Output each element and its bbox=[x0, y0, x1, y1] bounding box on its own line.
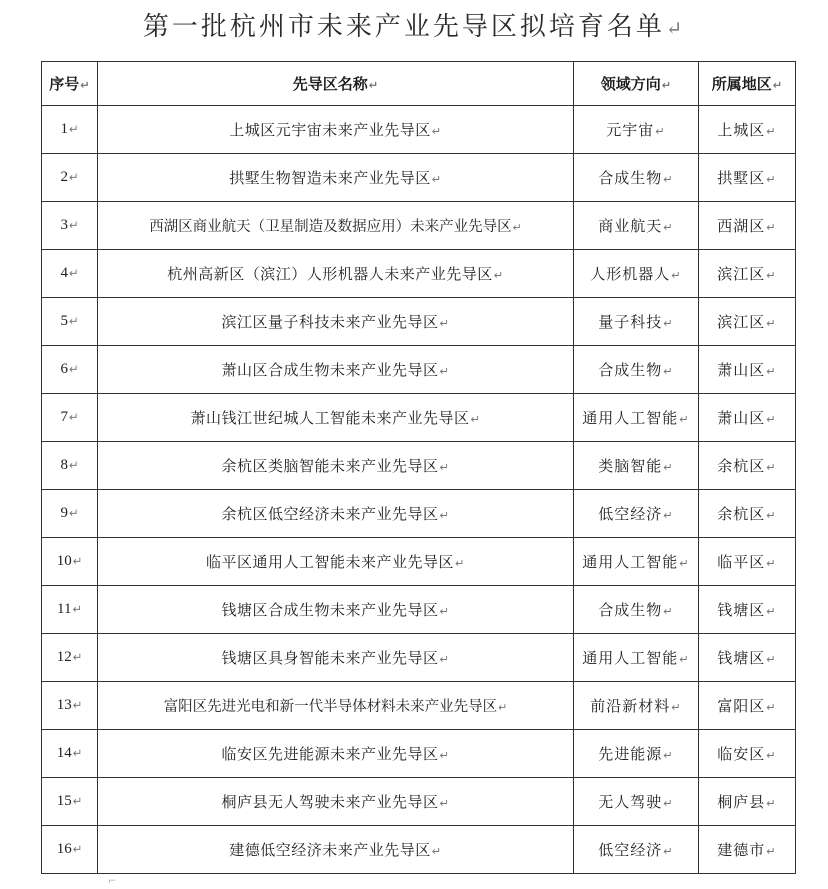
cell-name: 临安区先进能源未来产业先导区↵ bbox=[98, 730, 574, 778]
paragraph-mark-icon: ↵ bbox=[655, 125, 666, 138]
paragraph-mark-icon: ↵ bbox=[72, 604, 82, 616]
paragraph-mark-icon: ↵ bbox=[766, 605, 777, 618]
table-row bbox=[42, 634, 796, 682]
cell-no: 4↵ bbox=[42, 250, 98, 298]
cell-area: 滨江区↵ bbox=[699, 250, 796, 298]
paragraph-mark-icon: ↵ bbox=[766, 413, 777, 426]
paragraph-mark-icon: ↵ bbox=[679, 413, 690, 426]
paragraph-mark-icon: ↵ bbox=[663, 749, 674, 762]
table-header-row bbox=[42, 62, 796, 106]
paragraph-mark-icon: ↵ bbox=[671, 269, 682, 282]
cell-name: 上城区元宇宙未来产业先导区↵ bbox=[98, 106, 574, 154]
cell-field: 低空经济↵ bbox=[574, 826, 699, 874]
paragraph-mark-icon: ↵ bbox=[766, 125, 777, 138]
table-row bbox=[42, 730, 796, 778]
paragraph-mark-icon: ↵ bbox=[69, 508, 79, 520]
header-no: 序号↵ bbox=[42, 62, 98, 106]
cell-area: 萧山区↵ bbox=[699, 394, 796, 442]
paragraph-mark-icon: ↵ bbox=[766, 317, 777, 330]
cell-no: 11↵ bbox=[42, 586, 98, 634]
cell-no: 14↵ bbox=[42, 730, 98, 778]
paragraph-mark-icon: ↵ bbox=[72, 844, 83, 856]
cell-no: 9↵ bbox=[42, 490, 98, 538]
paragraph-mark-icon: ↵ bbox=[69, 220, 79, 232]
cell-no: 7↵ bbox=[42, 394, 98, 442]
table-row bbox=[42, 490, 796, 538]
paragraph-mark-icon: ↵ bbox=[72, 556, 83, 568]
cell-field: 先进能源↵ bbox=[574, 730, 699, 778]
cell-name: 建德低空经济未来产业先导区↵ bbox=[98, 826, 574, 874]
paragraph-mark-icon: ↵ bbox=[766, 509, 777, 522]
paragraph-mark-icon: ↵ bbox=[431, 125, 442, 138]
cell-area: 余杭区↵ bbox=[699, 442, 796, 490]
cell-name: 拱墅生物智造未来产业先导区↵ bbox=[98, 154, 574, 202]
paragraph-mark-icon: ↵ bbox=[663, 797, 674, 810]
table-row bbox=[42, 202, 796, 250]
cell-field: 元宇宙↵ bbox=[574, 106, 699, 154]
paragraph-mark-icon: ↵ bbox=[766, 557, 777, 570]
paragraph-mark-icon: ↵ bbox=[439, 509, 450, 522]
paragraph-mark-icon: ↵ bbox=[498, 701, 508, 714]
cell-area: 富阳区↵ bbox=[699, 682, 796, 730]
paragraph-mark-icon: ↵ bbox=[663, 317, 674, 330]
cell-no: 5↵ bbox=[42, 298, 98, 346]
paragraph-mark-icon: ↵ bbox=[766, 221, 777, 234]
paragraph-mark-icon: ↵ bbox=[663, 221, 674, 234]
paragraph-mark-icon: ↵ bbox=[72, 796, 83, 808]
paragraph-mark-icon: ↵ bbox=[493, 269, 504, 282]
cell-name: 余杭区低空经济未来产业先导区↵ bbox=[98, 490, 574, 538]
table-row bbox=[42, 682, 796, 730]
cell-area: 临安区↵ bbox=[699, 730, 796, 778]
paragraph-mark-icon: ↵ bbox=[69, 364, 79, 376]
paragraph-mark-icon: ↵ bbox=[512, 221, 522, 234]
paragraph-mark-icon: ↵ bbox=[455, 557, 465, 570]
paragraph-mark-icon: ↵ bbox=[439, 797, 450, 810]
cell-area: 桐庐县↵ bbox=[699, 778, 796, 826]
paragraph-mark-icon: ↵ bbox=[766, 269, 777, 282]
paragraph-mark-icon: ↵ bbox=[679, 653, 690, 666]
cell-area: 萧山区↵ bbox=[699, 346, 796, 394]
paragraph-mark-icon: ↵ bbox=[663, 509, 674, 522]
paragraph-mark-icon: ↵ bbox=[69, 460, 79, 472]
cell-field: 合成生物↵ bbox=[574, 346, 699, 394]
cell-name: 杭州高新区（滨江）人形机器人未来产业先导区↵ bbox=[98, 250, 574, 298]
cell-field: 前沿新材料↵ bbox=[574, 682, 699, 730]
cell-field: 通用人工智能↵ bbox=[574, 634, 699, 682]
cell-field: 合成生物↵ bbox=[574, 586, 699, 634]
paragraph-mark-icon: ↵ bbox=[439, 605, 450, 618]
table-row bbox=[42, 442, 796, 490]
cell-name: 临平区通用人工智能未来产业先导区↵ bbox=[98, 538, 574, 586]
cell-no: 1↵ bbox=[42, 106, 98, 154]
cell-area: 余杭区↵ bbox=[699, 490, 796, 538]
cell-name: 钱塘区具身智能未来产业先导区↵ bbox=[98, 634, 574, 682]
cell-name: 滨江区量子科技未来产业先导区↵ bbox=[98, 298, 574, 346]
paragraph-mark-icon: ↵ bbox=[766, 701, 777, 714]
table-row bbox=[42, 250, 796, 298]
cell-area: 西湖区↵ bbox=[699, 202, 796, 250]
paragraph-mark-icon: ↵ bbox=[431, 173, 442, 186]
header-name: 先导区名称↵ bbox=[98, 62, 574, 106]
cell-no: 16↵ bbox=[42, 826, 98, 874]
cell-name: 富阳区先进光电和新一代半导体材料未来产业先导区↵ bbox=[98, 682, 574, 730]
paragraph-mark-icon: ↵ bbox=[69, 268, 79, 280]
cell-area: 钱塘区↵ bbox=[699, 586, 796, 634]
paragraph-mark-icon: ↵ bbox=[72, 700, 83, 712]
paragraph-mark-icon: ↵ bbox=[439, 749, 450, 762]
table-row bbox=[42, 106, 796, 154]
title-text: 第一批杭州市未来产业先导区拟培育名单 bbox=[142, 12, 665, 42]
paragraph-mark-icon: ↵ bbox=[679, 557, 690, 570]
document-title bbox=[0, 6, 828, 43]
cell-no: 15↵ bbox=[42, 778, 98, 826]
paragraph-mark-icon: ↵ bbox=[665, 17, 686, 40]
table-row bbox=[42, 778, 796, 826]
paragraph-mark-icon: ↵ bbox=[368, 79, 379, 92]
cell-field: 低空经济↵ bbox=[574, 490, 699, 538]
paragraph-mark-icon: ↵ bbox=[439, 653, 450, 666]
paragraph-mark-icon: ↵ bbox=[766, 461, 777, 474]
table-row bbox=[42, 298, 796, 346]
pilot-zone-table bbox=[41, 61, 796, 874]
cell-field: 商业航天↵ bbox=[574, 202, 699, 250]
paragraph-mark-icon: ↵ bbox=[772, 79, 783, 92]
cell-field: 合成生物↵ bbox=[574, 154, 699, 202]
paragraph-mark-icon: ↵ bbox=[766, 365, 777, 378]
paragraph-mark-icon: ↵ bbox=[663, 845, 674, 858]
paragraph-mark-icon: ↵ bbox=[661, 79, 672, 92]
cell-field: 通用人工智能↵ bbox=[574, 394, 699, 442]
paragraph-mark-icon: ↵ bbox=[766, 653, 777, 666]
table-row bbox=[42, 394, 796, 442]
cell-no: 6↵ bbox=[42, 346, 98, 394]
cell-no: 3↵ bbox=[42, 202, 98, 250]
cell-field: 无人驾驶↵ bbox=[574, 778, 699, 826]
paragraph-mark-icon: ↵ bbox=[663, 605, 674, 618]
cell-field: 类脑智能↵ bbox=[574, 442, 699, 490]
paragraph-mark-icon: ↵ bbox=[663, 461, 674, 474]
paragraph-mark-icon: ↵ bbox=[431, 845, 442, 858]
paragraph-mark-icon: ↵ bbox=[663, 173, 674, 186]
header-area: 所属地区↵ bbox=[699, 62, 796, 106]
paragraph-mark-icon: ↵ bbox=[663, 365, 674, 378]
cell-name: 西湖区商业航天（卫星制造及数据应用）未来产业先导区↵ bbox=[98, 202, 574, 250]
cell-name: 萧山钱江世纪城人工智能未来产业先导区↵ bbox=[98, 394, 574, 442]
cell-area: 临平区↵ bbox=[699, 538, 796, 586]
cell-name: 萧山区合成生物未来产业先导区↵ bbox=[98, 346, 574, 394]
paragraph-mark-icon: ↵ bbox=[439, 365, 450, 378]
table-row bbox=[42, 538, 796, 586]
paragraph-mark-icon: ↵ bbox=[439, 461, 450, 474]
cell-name: 桐庐县无人驾驶未来产业先导区↵ bbox=[98, 778, 574, 826]
paragraph-mark-icon: ↵ bbox=[671, 701, 682, 714]
cell-field: 量子科技↵ bbox=[574, 298, 699, 346]
paragraph-mark-icon: ↵ bbox=[69, 412, 79, 424]
paragraph-mark-icon: ↵ bbox=[80, 79, 90, 92]
cell-field: 人形机器人↵ bbox=[574, 250, 699, 298]
paragraph-mark-icon: ↵ bbox=[72, 748, 83, 760]
cell-area: 滨江区↵ bbox=[699, 298, 796, 346]
table-row bbox=[42, 154, 796, 202]
cell-area: 上城区↵ bbox=[699, 106, 796, 154]
cell-no: 13↵ bbox=[42, 682, 98, 730]
paragraph-mark-icon: ↵ bbox=[766, 749, 777, 762]
cell-no: 12↵ bbox=[42, 634, 98, 682]
header-field: 领域方向↵ bbox=[574, 62, 699, 106]
end-marker: ⌐ bbox=[108, 876, 117, 887]
table-row bbox=[42, 346, 796, 394]
paragraph-mark-icon: ↵ bbox=[439, 317, 450, 330]
paragraph-mark-icon: ↵ bbox=[69, 316, 79, 328]
paragraph-mark-icon: ↵ bbox=[766, 797, 777, 810]
cell-name: 余杭区类脑智能未来产业先导区↵ bbox=[98, 442, 574, 490]
paragraph-mark-icon: ↵ bbox=[766, 845, 777, 858]
paragraph-mark-icon: ↵ bbox=[470, 413, 481, 426]
paragraph-mark-icon: ↵ bbox=[69, 172, 79, 184]
paragraph-mark-icon: ↵ bbox=[69, 124, 79, 136]
cell-area: 拱墅区↵ bbox=[699, 154, 796, 202]
cell-no: 2↵ bbox=[42, 154, 98, 202]
paragraph-mark-icon: ↵ bbox=[766, 173, 777, 186]
cell-field: 通用人工智能↵ bbox=[574, 538, 699, 586]
table-row bbox=[42, 586, 796, 634]
cell-no: 8↵ bbox=[42, 442, 98, 490]
paragraph-mark-icon: ↵ bbox=[72, 652, 83, 664]
cell-no: 10↵ bbox=[42, 538, 98, 586]
table-row bbox=[42, 826, 796, 874]
cell-area: 建德市↵ bbox=[699, 826, 796, 874]
cell-area: 钱塘区↵ bbox=[699, 634, 796, 682]
cell-name: 钱塘区合成生物未来产业先导区↵ bbox=[98, 586, 574, 634]
